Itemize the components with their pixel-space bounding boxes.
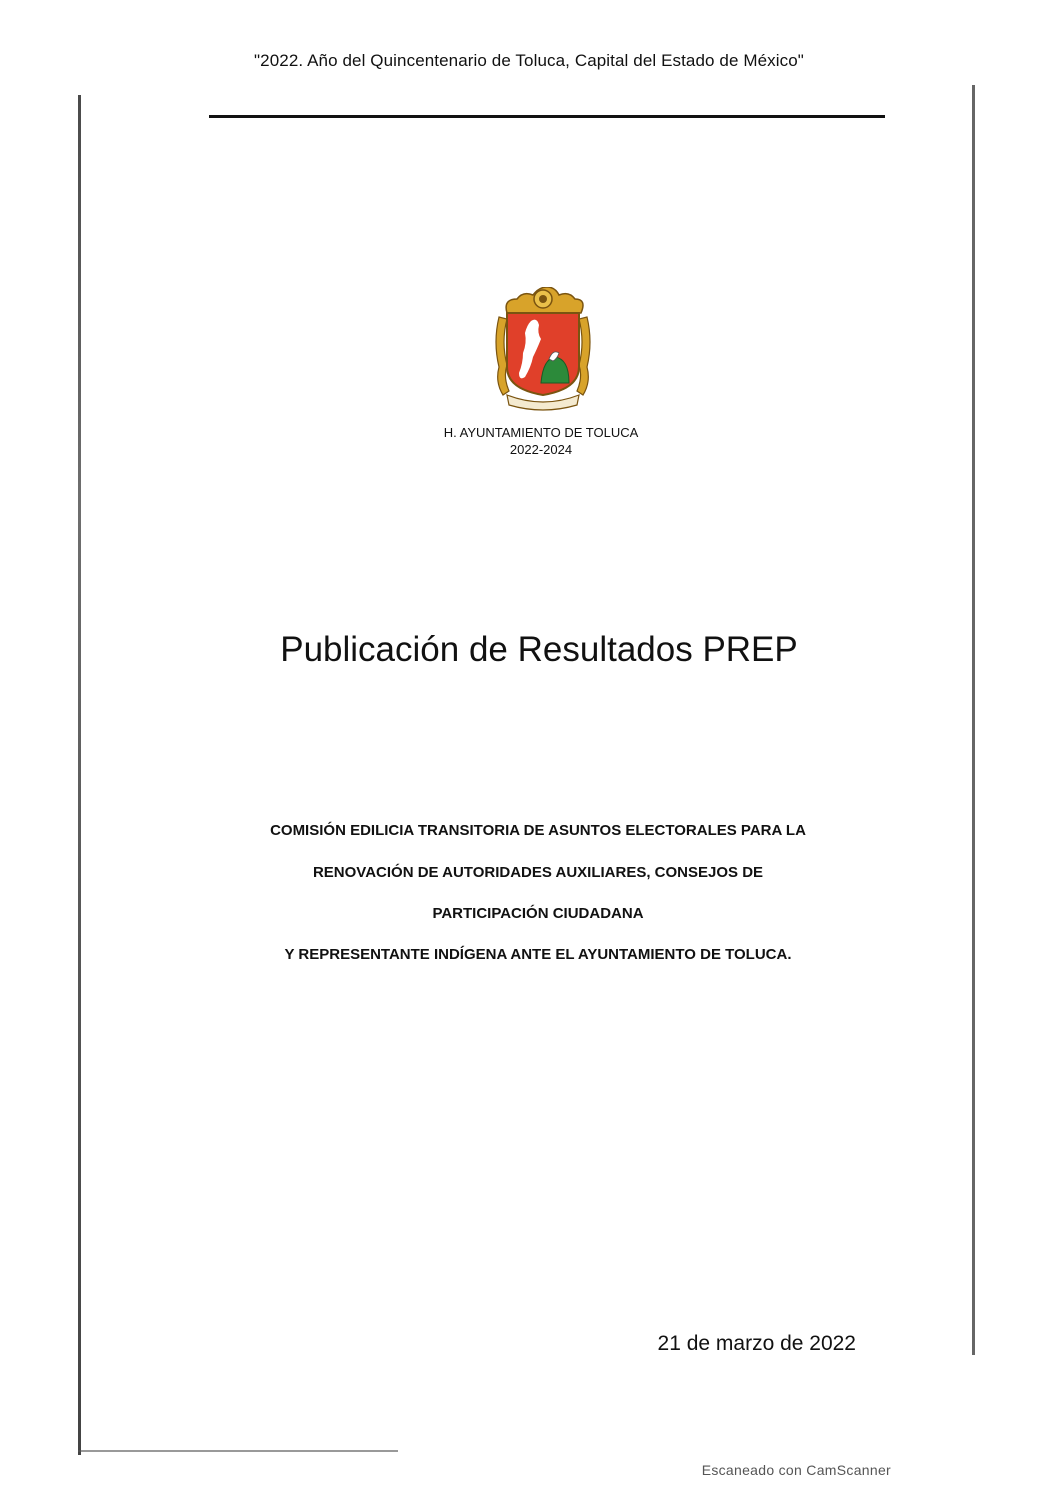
scan-edge-right (972, 85, 975, 1355)
commission-line-4: Y REPRESENTANTE INDÍGENA ANTE EL AYUNTAMIENTO DE TOLUCA. (284, 946, 792, 963)
header-divider (209, 115, 885, 118)
commission-line-3: PARTICIPACIÓN CIUDADANA (432, 905, 644, 922)
document-title: Publicación de Resultados PREP (280, 630, 798, 669)
toluca-coat-of-arms-icon (493, 287, 593, 412)
header-motto: "2022. Año del Quincentenario de Toluca, Capital del Estado de México" (254, 51, 804, 70)
commission-line-2: RENOVACIÓN DE AUTORIDADES AUXILIARES, CONSEJOS DE (312, 864, 764, 881)
scan-edge-left (78, 95, 81, 1455)
scan-edge-bottom (78, 1450, 398, 1452)
commission-line-1: COMISIÓN EDILICIA TRANSITORIA DE ASUNTOS ELECTORALES PARA LA (270, 822, 806, 839)
scanner-watermark: Escaneado con CamScanner (701, 1462, 891, 1478)
institution-period: 2022-2024 (509, 442, 573, 457)
institution-name: H. AYUNTAMIENTO DE TOLUCA (443, 425, 639, 440)
document-date: 21 de marzo de 2022 (657, 1332, 856, 1355)
